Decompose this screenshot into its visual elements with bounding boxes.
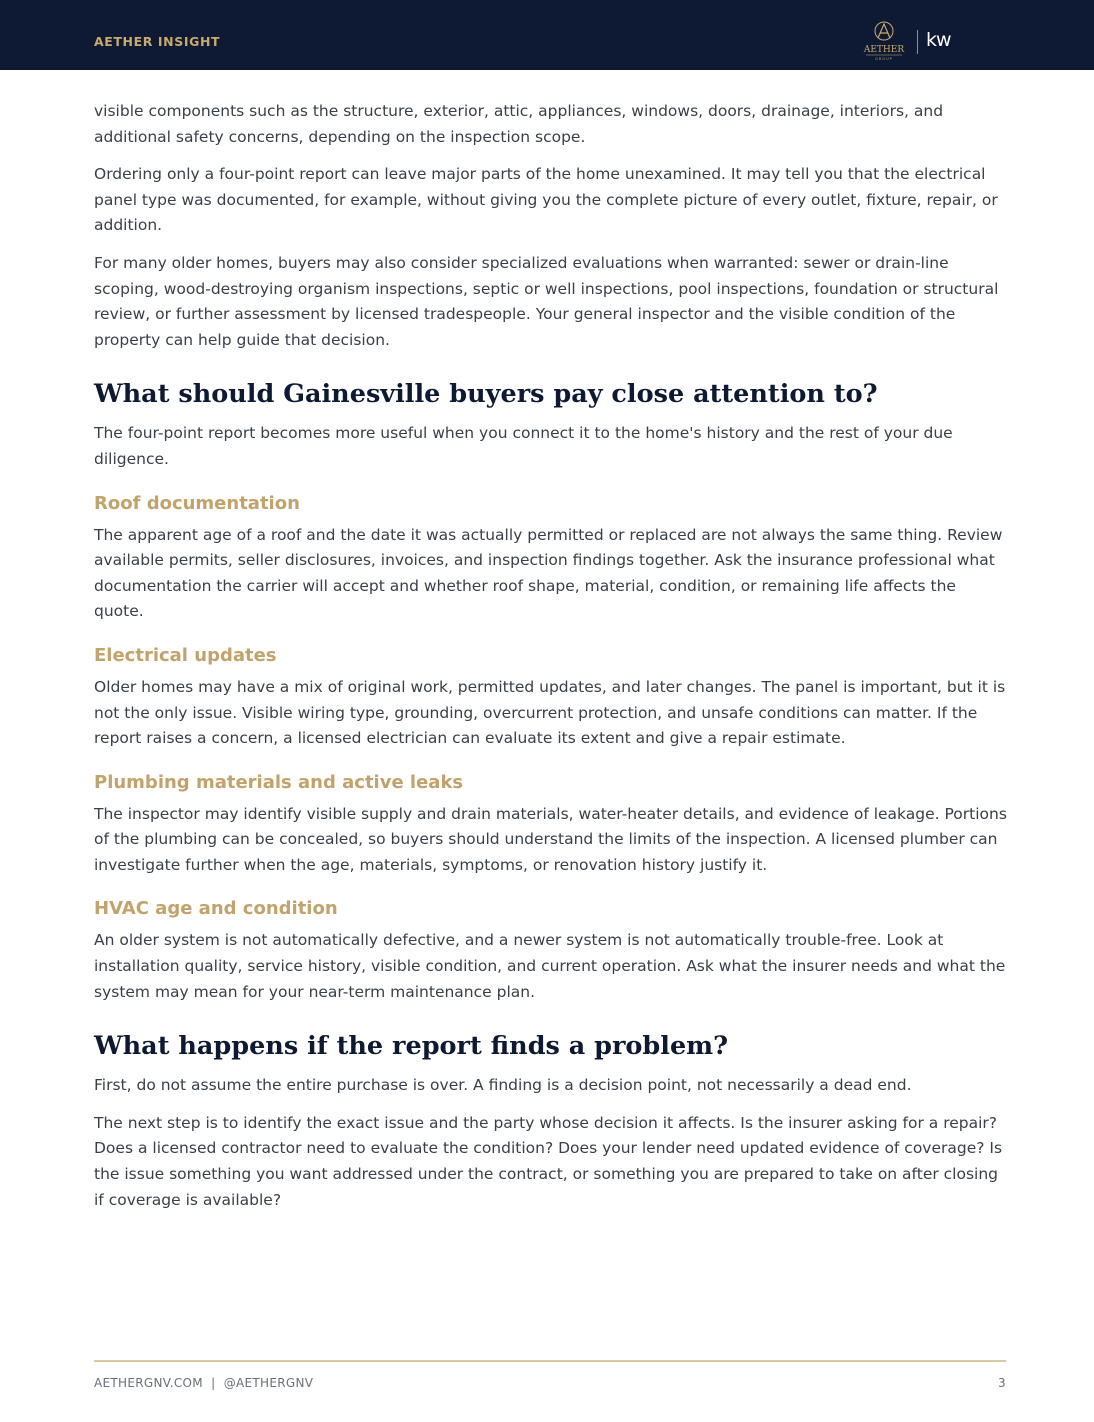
hvac-paragraph: An older system is not automatically defective, and a newer system is not automatically trouble-free. Look at installation quality, service history, visible condition, and current operation. Ask what the insurer needs and what the system may mean for your near-term maintenance plan. [94,931,1006,1001]
subheading-electrical: Electrical updates [94,644,277,666]
problem-paragraph-1: First, do not assume the entire purchase is over. A finding is a decision point, not necessarily a dead end. [94,1076,912,1095]
subheading-hvac: HVAC age and condition [94,898,338,920]
page-number: 3 [998,1376,1006,1390]
roof-paragraph: The apparent age of a roof and the date it was actually permitted or replaced are not always the same thing. Review available permits, seller disclosures, invoices, and inspection findings together. Ask the insurance professional what documentation the carrier will accept and whether roof shape, material, condition, or remaining life affects the quote. [94,525,1003,621]
subheading-roof: Roof documentation [94,492,300,514]
kw-logo-icon: kw [926,29,951,51]
footer-divider [94,1360,1006,1362]
logo-text: AETHER [863,45,905,55]
electrical-paragraph: Older homes may have a mix of original work, permitted updates, and later changes. The panel is important, but it is not the only issue. Visible wiring type, grounding, overcurrent protection, and unsafe conditions can matter. If the report raises a concern, a licensed electrician can evaluate its extent and give a repair estimate. [94,677,1006,748]
logo-subtext: GROUP [875,57,893,61]
problem-paragraph-2: The next step is to identify the exact issue and the party whose decision it affects. Is the insurer asking for a repair? Does a licensed contractor need to evaluate the condition? Does your lender need updated evidence of coverage? Is the issue something you want addressed under the contract, or something you are prepared to take on after closing if coverage is available? [94,1113,1003,1209]
footer-contact: AETHERGNV.COM | @AETHERGNV [94,1376,314,1390]
brand-title: AETHER INSIGHT [94,34,221,49]
section-heading-problem: What happens if the report finds a problem? [94,1031,729,1062]
page-header [0,0,1094,70]
section-heading-attention: What should Gainesville buyers pay close attention to? [94,379,878,410]
page-content [94,99,1010,1225]
subheading-plumbing: Plumbing materials and active leaks [94,771,464,793]
section-intro: The four-point report becomes more useful when you connect it to the home's history and the rest of your due diligence. [94,424,953,468]
aether-group-logo-icon [858,20,910,62]
intro-paragraph-3: For many older homes, buyers may also consider specialized evaluations when warranted: sewer or drain-line scoping, wood-destroying organism inspections, septic or well inspections, pool inspections, foundation or structural review, or further assessment by licensed tradespeople. Your general inspector and the visible condition of the property can help guide that decision. [94,253,999,349]
logo-divider [917,30,918,54]
intro-paragraph-1: visible components such as the structure, exterior, attic, appliances, windows, doors, drainage, interiors, and additional safety concerns, depending on the inspection scope. [94,102,944,146]
intro-paragraph-2: Ordering only a four-point report can leave major parts of the home unexamined. It may tell you that the electrical panel type was documented, for example, without giving you the complete picture of every outlet, fixture, repair, or addition. [94,165,998,235]
plumbing-paragraph: The inspector may identify visible supply and drain materials, water-heater details, and evidence of leakage. Portions of the plumbing can be concealed, so buyers should understand the limits of the inspection. A licensed plumber can investigate further when the age, materials, symptoms, or renovation history justify it. [94,804,1007,874]
